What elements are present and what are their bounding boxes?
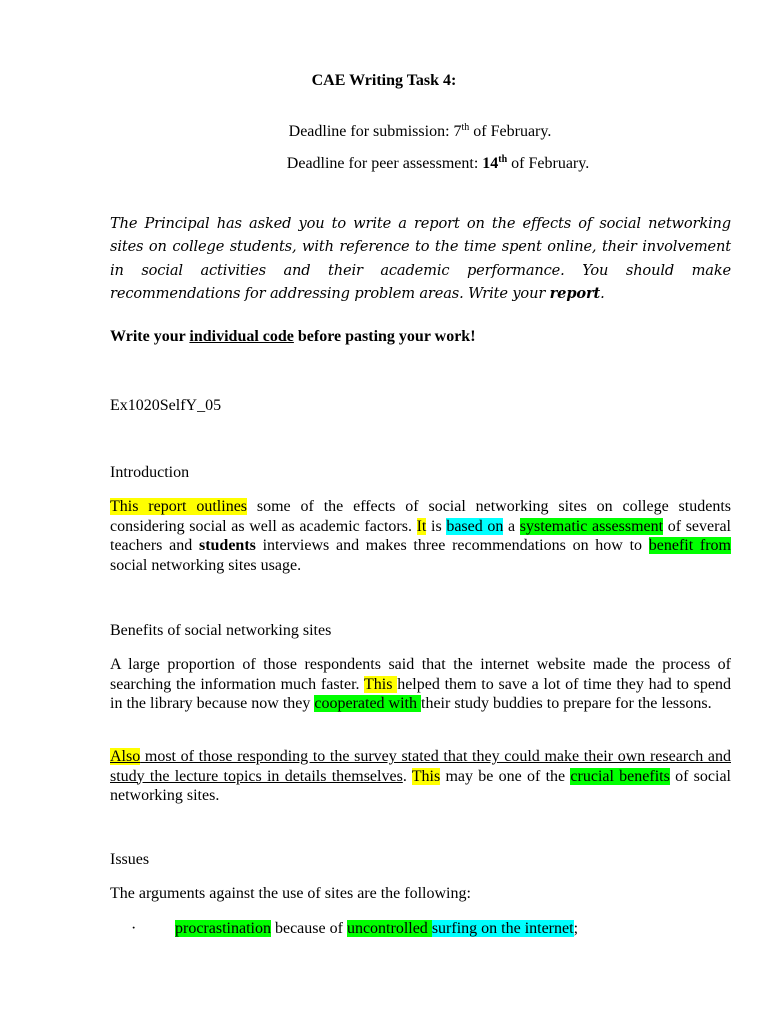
highlight-green: crucial benefits [570,767,670,785]
ordinal-suffix: th [498,154,508,165]
text-run: . [402,767,412,785]
issues-list-item [175,919,735,939]
ordinal-suffix: th [461,122,470,133]
highlight-cyan: surfing on the internet [431,920,574,937]
text-run: ; [573,920,579,937]
underlined-text: most of those responding to the survey stated that they could make their own research and study the lecture topics in details themselves [110,748,731,785]
highlight-green: uncontrolled [346,920,432,937]
issues-heading: Issues [110,851,150,868]
highlight-green: cooperated with [314,695,421,712]
text-run: because of [270,920,347,937]
prompt-text: The Principal has asked you to write a report on the effects of social networking sites on college students, with reference to the time spent online, their involvement in social activities and their academic performance. You should make recommendations for addressing problem areas. Write your [110,215,731,302]
text-run: of several teachers and [110,517,731,554]
instruction-text: Write your [110,328,190,345]
code-instruction [110,327,731,347]
text-run: some of the effects of social networking sites on college students considering social as well as academic factors. [110,498,732,535]
highlight-yellow: This [411,767,441,785]
document-title: CAE Writing Task 4: [311,72,457,89]
benefits-paragraph-2 [110,747,731,806]
deadline-text: Deadline for peer assessment: [286,155,483,172]
instruction-underlined: individual code [189,328,294,345]
issues-intro: The arguments against the use of sites are the following: [110,885,471,902]
submission-deadline [0,122,768,142]
instruction-text-end: before pasting your work! [293,328,476,345]
text-run: interviews and makes three recommendations on how to [255,537,649,554]
benefits-heading: Benefits of social networking sites [110,622,332,639]
text-run: a [503,517,520,535]
highlight-yellow: It [416,517,427,535]
highlight-green: benefit from [648,537,731,554]
highlight-yellow: This report outlines [110,498,248,515]
task-prompt [110,212,731,305]
text-run: may be one of the [440,767,571,785]
highlight-green: procrastination [175,920,271,937]
individual-code: Ex1020SelfY_05 [110,397,222,414]
prompt-report-word: report [549,284,601,302]
introduction-paragraph [110,497,731,575]
text-run: is [426,517,447,535]
introduction-heading: Introduction [110,464,190,481]
text-run: social networking sites usage. [110,556,302,574]
bullet-marker: · [131,920,137,937]
text-run: their study buddies to prepare for the lessons. [421,695,712,712]
highlight-yellow: This [364,675,398,693]
benefits-paragraph-1 [110,655,731,714]
prompt-end: . [600,284,605,302]
text-run: helped them to save a lot of time they had to spend in the library because now they [110,675,732,712]
highlight-yellow: Also [110,748,141,765]
deadline-day: 14 [482,155,499,172]
deadline-text: Deadline for submission: 7 [288,123,462,140]
text-run: of social networking sites. [110,767,732,804]
deadline-month: of February. [507,155,590,172]
deadline-month: of February. [469,123,552,140]
highlight-green: systematic assessment [519,517,664,535]
peer-assessment-deadline [0,154,768,174]
bold-word: students [198,537,256,554]
text-run: A large proportion of those respondents said that the internet website made the process of searching the information much faster. [110,656,731,693]
highlight-cyan: based on [446,517,504,535]
